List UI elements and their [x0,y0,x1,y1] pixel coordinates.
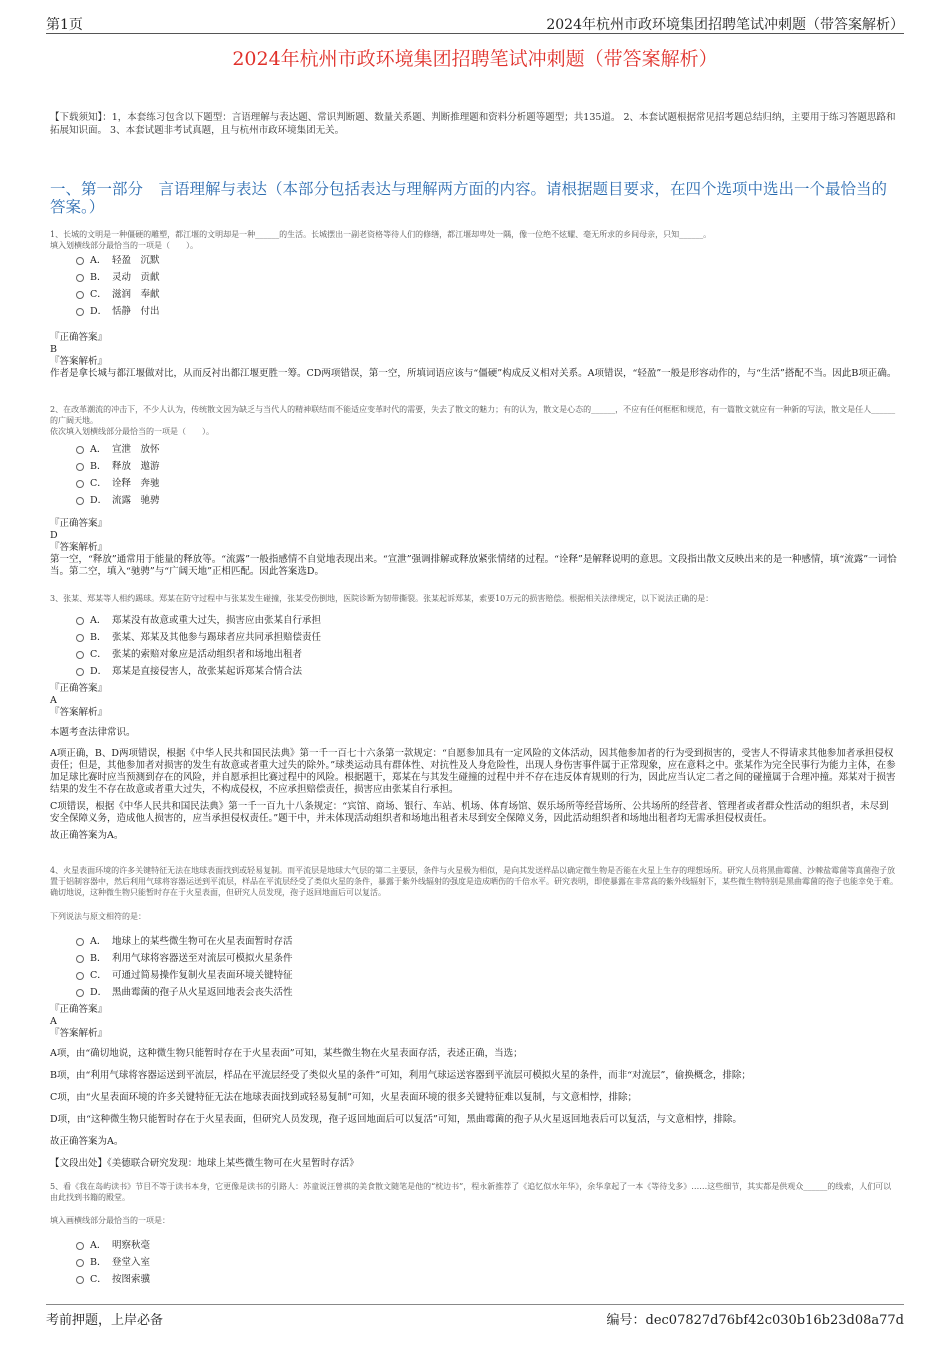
option-a[interactable]: A． 宣泄 放怀 [76,441,160,458]
explanation-label: 『答案解析』 [50,707,108,718]
radio-icon[interactable] [76,972,84,980]
header-doc-title: 2024年杭州市政环境集团招聘笔试冲刺题（带答案解析） [546,17,904,33]
explanation-paragraph: C项，由“火星表面环境的许多关键特征无法在地球表面找到或轻易复制”可知，火星表面环境的很多关键特征难以复制，与文意相悖，排除； [50,1092,637,1103]
radio-icon[interactable] [76,955,84,963]
answer-value: D [50,530,58,541]
question-2-options [76,441,160,509]
answer-value: A [50,695,57,706]
question-5-stem [50,1181,898,1226]
explanation-label: 『答案解析』 [50,356,108,367]
radio-icon[interactable] [76,1242,84,1250]
question-stem-text: 4、火星表面环境的许多关键特征无法在地球表面找到或轻易复制。而平流层是地球大气层的第二主要层，条件与火星极为相似，是向其发送样品以确定微生物是否能在火星上生存的理想场所。研究人员将黑曲霉菌、沙棘盐霉菌等真菌孢子放置于铝制容器中，然后利用气球将容器运送到平流层，样品在平流层经受了类似火星的条件，暴露于紫外线辐射的强度是造成晒伤的千倍水平。研究表明，即使暴露在非常高的紫外线辐射下，某些微生物特别是黑曲霉菌的孢子也能幸免于难。确切地说，这种微生物只能暂时存在于火星表面，但研究人员发现，孢子返回地面后可以复活。 [50,866,898,897]
footer-doc-id: 编号：dec07827d76bf42c030b16b23d08a77d [606,1313,904,1328]
question-3-options [76,612,321,680]
explanation-paragraph: A项，由“确切地说，这种微生物只能暂时存在于火星表面”可知，某些微生物在火星表面存活，表述正确，当选； [50,1048,523,1059]
radio-icon[interactable] [76,497,84,505]
option-c[interactable]: C． 张某的索赔对象应是活动组织者和场地出租者 [76,646,321,663]
header-divider [46,33,904,34]
question-1-stem [50,229,898,251]
radio-icon[interactable] [76,480,84,488]
question-ask-text: 依次填入划横线部分最恰当的一项是（ ）。 [50,427,214,436]
explanation-text: 作者是拿长城与都江堰做对比，从而反衬出都江堰更胜一筹。CD两项错误，第一空，所填词语应该与“僵硬”构成反义相对关系。A项错误，“轻盈”一般是形容动作的，与“生活”搭配不当。因此B项正确。 [50,368,897,379]
question-stem-text: 2、在改革潮流的冲击下，不少人认为，传统散文因为缺乏与当代人的精神联结而不能适应变革时代的需要，失去了散文的魅力；有的认为，散文是心态的______，不应有任何框框和规范，有一篇散文就应有一种新的写法，散文是任人______的广阔天地。 [50,405,896,425]
question-ask-text: 填入画横线部分最恰当的一项是： [50,1216,170,1225]
question-4-answer [50,1004,898,1175]
option-b[interactable]: B． 利用气球将容器送至对流层可模拟火星条件 [76,950,293,967]
question-1-options [76,252,160,320]
question-3-answer [50,683,898,847]
option-a[interactable]: A． 郑某没有故意或重大过失，损害应由张某自行承担 [76,612,321,629]
answer-value: B [50,344,57,355]
answer-label: 『正确答案』 [50,683,108,694]
answer-label: 『正确答案』 [50,332,108,343]
option-b[interactable]: B． 释放 遨游 [76,458,160,475]
radio-icon[interactable] [76,989,84,997]
question-stem-text: 1、长城的文明是一种僵硬的雕塑，都江堰的文明却是一种______的生活。长城摆出一副老资格等待人们的修缮，都江堰却卑处一隅，像一位绝不炫耀、毫无所求的乡间母亲，只知______。 [50,230,712,239]
footer-slogan: 考前押题，上岸必备 [46,1313,164,1328]
radio-icon[interactable] [76,617,84,625]
radio-icon[interactable] [76,1276,84,1284]
page-header [46,14,904,34]
question-stem-text: 5、看《我在岛屿读书》节目不等于读书本身，它更像是读书的引路人：苏童说汪曾祺的美食散文随笔是他的“枕边书”，程永新推荐了《追忆似水年华》，余华拿起了一本《等待戈多》……这些细节，其实都是供观众______的线索，人们可以由此找到书籍的殿堂。 [50,1182,892,1202]
option-b[interactable]: B． 灵动 贡献 [76,269,160,286]
option-c[interactable]: C． 诠释 奔驰 [76,475,160,492]
radio-icon[interactable] [76,291,84,299]
explanation-paragraph: A项正确，B、D两项错误，根据《中华人民共和国民法典》第一千一百七十六条第一款规定：“自愿参加具有一定风险的文体活动，因其他参加者的行为受到损害的，受害人不得请求其他参加者承担侵权责任；但是，其他参加者对损害的发生有故意或者重大过失的除外。”球类运动具有群体性、对抗性及人身危险性，出现人身伤害事件属于正常现象，应在意料之中。张某作为完全民事行为能力主体，在参加足球比赛时应当预测到存在的风险，并自愿承担比赛过程中的风险。根据题干，郑某在与其发生碰撞的过程中并不存在违反体育规则的行为，因此应当认定二者之间的碰撞属于合理冲撞。郑某对于损害结果的发生不存在故意或者重大过失，不构成侵权，不应承担赔偿责任，损害应由张某自行承担。 [50,748,896,795]
question-ask-text: 填入划横线部分最恰当的一项是（ ）。 [50,241,198,250]
footer-divider [46,1304,904,1305]
explanation-paragraph: D项，由“这种微生物只能暂时存在于火星表面，但研究人员发现，孢子返回地面后可以复活”可知，黑曲霉菌的孢子从火星返回地表后可以复活，与文意相悖，排除。 [50,1114,742,1125]
question-2-answer [50,518,898,578]
explanation-paragraph: B项，由“利用气球将容器运送到平流层，样品在平流层经受了类似火星的条件”可知，利用气球运送容器到平流层可模拟火星的条件，而非“对流层”，偷换概念，排除； [50,1070,751,1081]
option-d[interactable]: D． 郑某是直接侵害人，故张某起诉郑某合情合法 [76,663,321,680]
question-3-stem [50,593,898,604]
answer-value: A [50,1016,57,1027]
radio-icon[interactable] [76,1259,84,1267]
radio-icon[interactable] [76,274,84,282]
question-ask-text: 下列说法与原文相符的是： [50,912,146,921]
document-title: 2024年杭州市政环境集团招聘笔试冲刺题（带答案解析） [232,48,718,70]
explanation-paragraph: C项错误，根据《中华人民共和国民法典》第一千一百九十八条规定：“宾馆、商场、银行、车站、机场、体育场馆、娱乐场所等经营场所、公共场所的经营者、管理者或者群众性活动的组织者，未尽到安全保障义务，造成他人损害的，应当承担侵权责任。”题干中，并未体现活动组织者和场地出租者未尽到安全保障义务，因此活动组织者和场地出租者均无需承担侵权责任。 [50,801,889,824]
answer-label: 『正确答案』 [50,518,108,529]
explanation-label: 『答案解析』 [50,1028,108,1039]
explanation-paragraph: 故正确答案为A。 [50,830,124,841]
option-b[interactable]: B． 张某、郑某及其他参与踢球者应共同承担赔偿责任 [76,629,321,646]
radio-icon[interactable] [76,463,84,471]
page-number: 第1页 [46,17,83,33]
option-b[interactable]: B． 登堂入室 [76,1254,150,1271]
radio-icon[interactable] [76,634,84,642]
option-c[interactable]: C． 滋润 奉献 [76,286,160,303]
radio-icon[interactable] [76,938,84,946]
explanation-paragraph: 故正确答案为A。 [50,1136,124,1147]
option-d[interactable]: D． 流露 驰骋 [76,492,160,509]
option-c[interactable]: C． 可通过简易操作复制火星表面环境关键特征 [76,967,293,984]
explanation-text: 第一空，“释放”通常用于能量的释放等。“流露”一般指感情不自觉地表现出来。“宣泄”强调排解或释放紧张情绪的过程。“诠释”是解释说明的意思。文段指出散文反映出来的是一种感情，填“流露”一词恰当。第二空，填入“驰骋”与“广阔天地”正相匹配。因此答案选D。 [50,554,897,577]
question-4-stem [50,865,898,922]
download-notice: 【下载须知】：1，本套练习包含以下题型：言语理解与表达题、常识判断题、数量关系题、判断推理题和资料分析题等题型；共135道。 2、本套试题根据常见招考题总结归纳，主要用于练习答题思路和拓展知识面。 3、本套试题非考试真题，且与杭州市政环境集团无关。 [50,112,896,136]
radio-icon[interactable] [76,257,84,265]
source-citation: 【文段出处】《美德联合研究发现：地球上某些微生物可在火星暂时存活》 [50,1158,359,1169]
question-5-options [76,1237,150,1288]
explanation-label: 『答案解析』 [50,542,108,553]
question-stem-text: 3、张某、郑某等人相约踢球。郑某在防守过程中与张某发生碰撞，张某受伤倒地，医院诊断为韧带撕裂。张某起诉郑某，索要10万元的损害赔偿。根据相关法律规定，以下说法正确的是： [50,594,714,603]
option-a[interactable]: A． 地球上的某些微生物可在火星表面暂时存活 [76,933,293,950]
answer-label: 『正确答案』 [50,1004,108,1015]
question-2-stem [50,404,898,437]
option-a[interactable]: A． 明察秋毫 [76,1237,150,1254]
explanation-paragraph: 本题考查法律常识。 [50,727,136,738]
option-a[interactable]: A． 轻盈 沉默 [76,252,160,269]
question-4-options [76,933,293,1001]
option-c[interactable]: C． 按图索骥 [76,1271,150,1288]
radio-icon[interactable] [76,446,84,454]
question-1-answer [50,332,898,380]
section-heading: 一、第一部分 言语理解与表达（本部分包括表达与理解两方面的内容。请根据题目要求，在四个选项中选出一个最恰当的答案。） [50,180,888,216]
option-d[interactable]: D． 恬静 付出 [76,303,160,320]
radio-icon[interactable] [76,651,84,659]
option-d[interactable]: D． 黑曲霉菌的孢子从火星返回地表会丧失活性 [76,984,293,1001]
radio-icon[interactable] [76,668,84,676]
radio-icon[interactable] [76,308,84,316]
